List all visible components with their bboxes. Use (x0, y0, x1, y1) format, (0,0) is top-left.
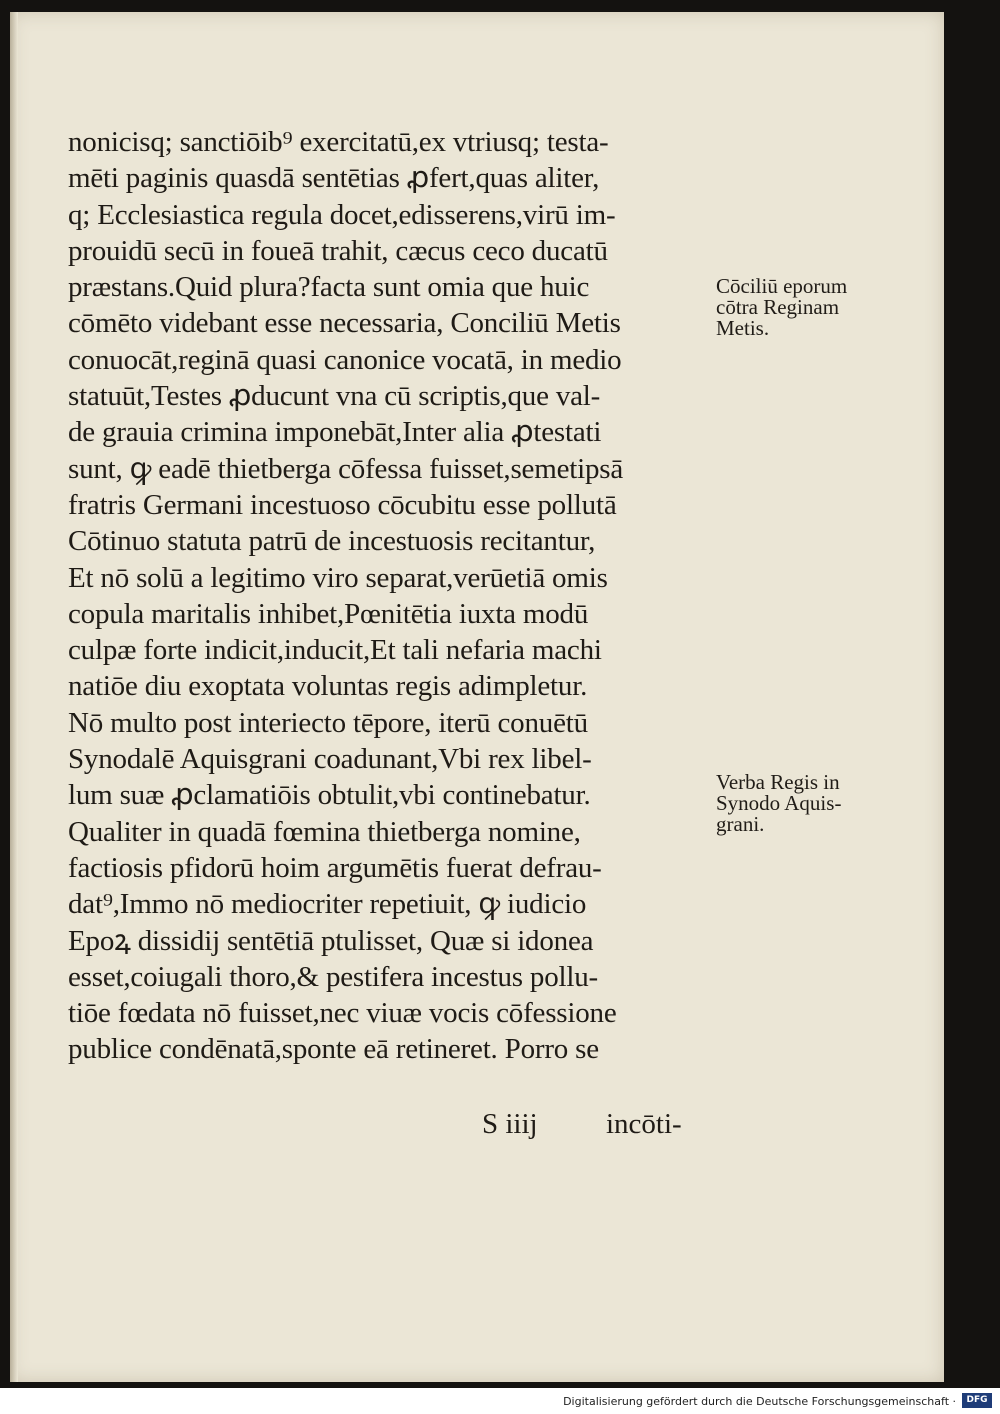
text-line: Epoꝝ dissidij sentētiā ptulisset, Quæ si idonea (68, 924, 594, 957)
signature-mark: S iiij (482, 1108, 538, 1140)
margin-note-line: grani. (716, 812, 765, 836)
text-line: prouidū secū in foueā trahit, cæcus ceco ducatū (68, 234, 608, 267)
text-line: lum suæ ꝓclamatiōis obtulit,vbi continebatur. (68, 779, 591, 812)
digitization-footer (0, 1388, 1000, 1414)
book-page (10, 12, 944, 1382)
dfg-logo-icon: DFG (962, 1393, 992, 1408)
margin-note-line: cōtra Reginam (716, 295, 840, 319)
text-line: Qualiter in quadā fœmina thietberga nomine, (68, 815, 581, 848)
text-line: statuūt,Testes ꝓducunt vna cū scriptis,que val- (68, 380, 601, 413)
margin-note-line: Metis. (716, 316, 770, 340)
text-line: natiōe diu exoptata voluntas regis adimpletur. (68, 670, 588, 703)
text-line: Synodalē Aquisgrani coadunant,Vbi rex libel- (68, 743, 592, 776)
text-line: tiōe fœdata nō fuisset,nec viuæ vocis cōfessione (68, 997, 617, 1030)
margin-note-council (716, 276, 916, 339)
text-line: Nō multo post interiecto tēpore, iterū conuētū (68, 706, 588, 739)
text-line: q; Ecclesiastica regula docet,edisserens,virū im- (68, 198, 616, 231)
catchword: incōti- (606, 1108, 682, 1140)
text-line: publice condēnatā,sponte eā retineret. Porro se (68, 1033, 599, 1066)
text-line: mēti paginis quasdā sentētias ꝓfert,quas aliter, (68, 162, 600, 195)
text-line: sunt, ꝙ eadē thietberga cōfessa fuisset,semetipsā (68, 452, 624, 485)
margin-note-line: Cōciliū eporum (716, 274, 848, 298)
text-line: nonicisq; sanctiōib⁹ exercitatū,ex vtriusq; testa- (68, 126, 609, 158)
text-line: præstans.Quid plura?facta sunt omia que huic (68, 271, 590, 304)
page-gutter-shadow (10, 12, 18, 1382)
text-line: conuocāt,reginā quasi canonice vocatā, in medio (68, 343, 622, 376)
text-line: esset,coiugali thoro,& pestifera incestus pollu- (68, 960, 598, 993)
text-line: Et nō solū a legitimo viro separat,verūetiā omis (68, 561, 608, 594)
text-line: culpæ forte indicit,inducit,Et tali nefaria machi (68, 634, 602, 667)
text-line: factiosis pfidorū hoim argumētis fuerat defrau- (68, 851, 602, 884)
text-line: de grauia crimina imponebāt,Inter alia ꝓtestati (68, 416, 602, 449)
margin-note-line: Verba Regis in (716, 770, 840, 794)
text-line: copula maritalis inhibet,Pœnitētia iuxta modū (68, 597, 589, 630)
footer-credit: Digitalisierung gefördert durch die Deutsche Forschungsgemeinschaft · (563, 1395, 956, 1408)
text-line: fratris Germani incestuoso cōcubitu esse pollutā (68, 488, 617, 521)
text-line: Cōtinuo statuta patrū de incestuosis recitantur, (68, 525, 596, 558)
text-line: cōmēto videbant esse necessaria, Conciliū Metis (68, 307, 621, 340)
page-foot (470, 1108, 730, 1144)
margin-note-king (716, 772, 916, 835)
text-line: dat⁹,Immo nō mediocriter repetiuit, ꝙ iudicio (68, 888, 587, 921)
margin-note-line: Synodo Aquis- (716, 791, 842, 815)
main-text-block (68, 124, 728, 1068)
